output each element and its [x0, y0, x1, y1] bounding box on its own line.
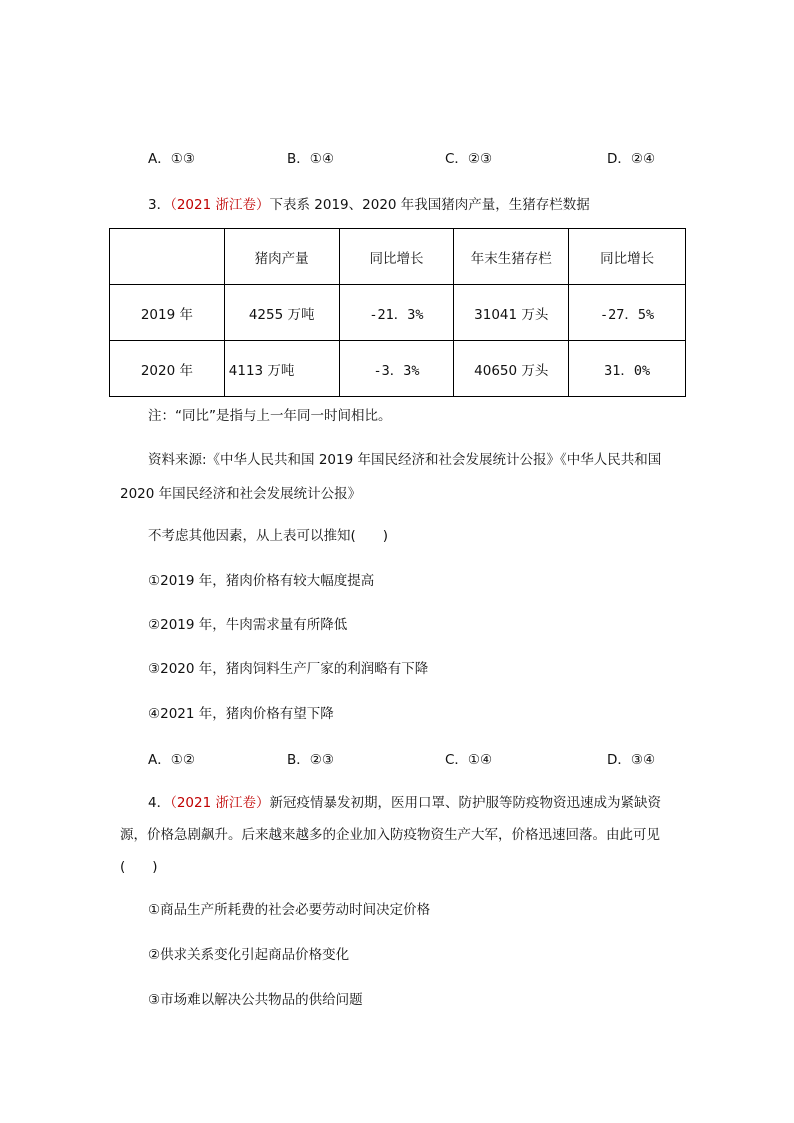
- q3-statement-1: ①2019 年，猪肉价格有较大幅度提高: [148, 573, 375, 589]
- q2-option-a: A．①③: [148, 151, 195, 167]
- table-header-year-end-stock: 年末生猪存栏: [454, 229, 569, 285]
- table-cell-pork-output: 4255 万吨: [224, 285, 339, 341]
- q2-option-b: B．①④: [287, 151, 334, 167]
- table-row: [110, 285, 686, 341]
- q2-options: [148, 147, 668, 167]
- q4-stem-line-2: 源，价格急剧飙升。后来越来越多的企业加入防疫物资生产大军，价格迅速回落。由此可见: [120, 827, 660, 843]
- q4-statement-1: ①商品生产所耗费的社会必要劳动时间决定价格: [148, 902, 431, 918]
- table-cell-year: 2020 年: [110, 341, 225, 397]
- q4-statement-2: ②供求关系变化引起商品价格变化: [148, 947, 350, 963]
- table-cell-yoy-growth-2: 31．0%: [569, 341, 686, 397]
- q2-option-c: C．②③: [445, 151, 493, 167]
- q2-option-d: D．②④: [607, 151, 656, 167]
- table-header-yoy-growth: 同比增长: [339, 229, 454, 285]
- table-header-row: [110, 229, 686, 285]
- table-header-blank: [110, 229, 225, 285]
- q3-options: [148, 748, 668, 768]
- table-cell-yoy-growth-2: -27．5%: [569, 285, 686, 341]
- q3-option-d: D．③④: [607, 752, 656, 768]
- table-header-pork-output: 猪肉产量: [224, 229, 339, 285]
- q4-heading: [148, 791, 661, 811]
- table-row: [110, 341, 686, 397]
- table-note: 注：“同比”是指与上一年同一时间相比。: [148, 408, 392, 424]
- q3-statement-2: ②2019 年，牛肉需求量有所降低: [148, 617, 348, 633]
- table-cell-pork-output: 4113 万吨: [224, 341, 339, 397]
- q3-statement-3: ③2020 年，猪肉饲料生产厂家的利润略有下降: [148, 661, 429, 677]
- q4-stem-line-3: ( ): [120, 859, 158, 875]
- q4-stem-line-1: 新冠疫情暴发初期，医用口罩、防护服等防疫物资迅速成为紧缺资: [269, 795, 661, 811]
- table-cell-year: 2019 年: [110, 285, 225, 341]
- q3-statement-4: ④2021 年，猪肉价格有望下降: [148, 706, 334, 722]
- table-cell-yoy-growth: -3．3%: [339, 341, 454, 397]
- table-cell-stock: 40650 万头: [454, 341, 569, 397]
- table-cell-stock: 31041 万头: [454, 285, 569, 341]
- q4-statement-3: ③市场难以解决公共物品的供给问题: [148, 992, 363, 1008]
- q4-source-open: （: [170, 795, 177, 811]
- q3-option-b: B．②③: [287, 752, 334, 768]
- q3-number: 3．: [148, 197, 171, 213]
- data-source-line-1: 资料来源:《中华人民共和国 2019 年国民经济和社会发展统计公报》《中华人民共和国: [148, 452, 662, 468]
- table-header-yoy-growth-2: 同比增长: [569, 229, 686, 285]
- q3-source-close: ）: [256, 197, 270, 213]
- data-source-line-2: 2020 年国民经济和社会发展统计公报》: [120, 486, 362, 502]
- q4-source: 2021 浙江卷: [176, 795, 256, 811]
- pork-data-table: [109, 228, 686, 397]
- q3-option-c: C．①④: [445, 752, 493, 768]
- q3-heading: [148, 193, 590, 213]
- q3-stem: 下表系 2019、2020 年我国猪肉产量，生猪存栏数据: [269, 197, 590, 213]
- q3-source: 2021 浙江卷: [176, 197, 256, 213]
- q3-option-a: A．①②: [148, 752, 195, 768]
- q4-source-close: ）: [256, 795, 270, 811]
- q3-question: 不考虑其他因素，从上表可以推知( ): [148, 528, 389, 544]
- q4-number: 4．: [148, 795, 171, 811]
- q3-source-open: （: [170, 197, 177, 213]
- table-cell-yoy-growth: -21．3%: [339, 285, 454, 341]
